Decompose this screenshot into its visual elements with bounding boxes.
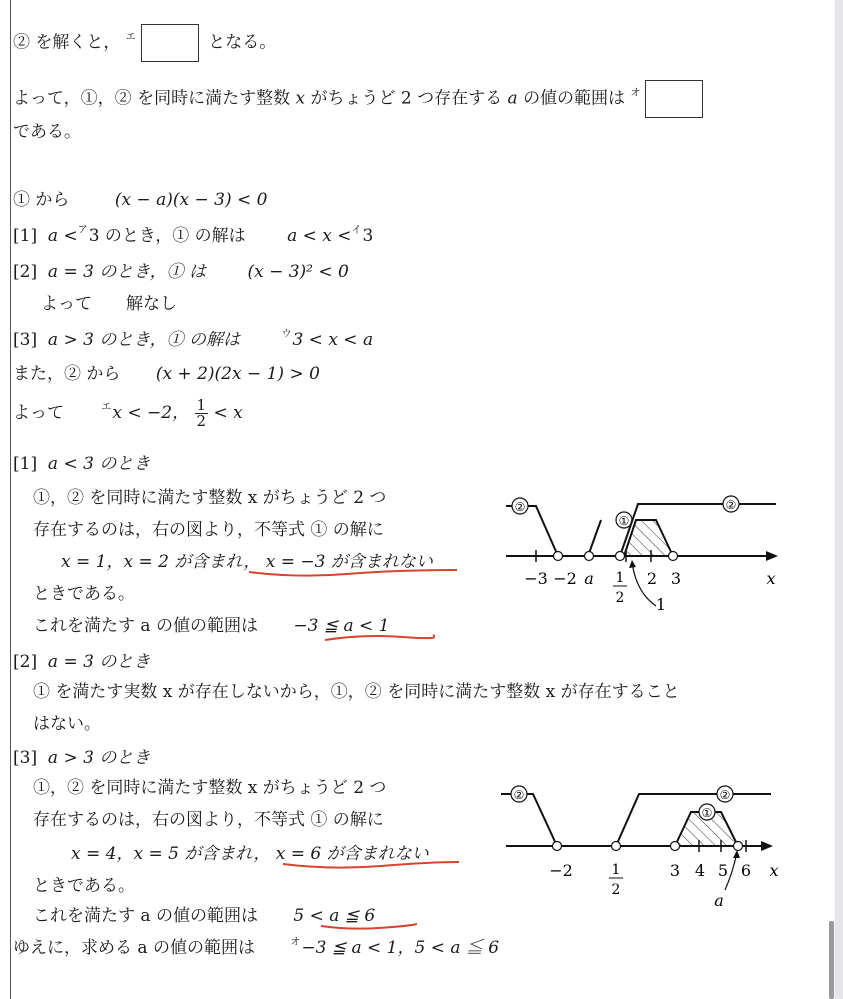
text: ゆえに，求める a の値の範囲は [13, 938, 255, 958]
expr: 3 [362, 226, 374, 246]
case-tag: [2] [13, 652, 38, 672]
var-x: x [295, 88, 306, 109]
label-e: エ [101, 402, 112, 413]
answer-label-e: エ [125, 31, 136, 43]
svg-text:−3: −3 [524, 569, 548, 588]
svg-text:6: 6 [740, 861, 752, 880]
answer-box-o[interactable] [645, 80, 703, 118]
red-underline [319, 920, 419, 932]
text: x = 4，x = 5 が含まれ， [71, 844, 271, 864]
underlined-text: x = −3 が含まれない [265, 552, 433, 572]
svg-text:②: ② [513, 788, 525, 802]
case1-text-1: ①，② を同時に満たす整数 x がちょうど 2 つ [33, 488, 387, 508]
underlined-text: 5 < a ≦ 6 [293, 906, 376, 926]
svg-text:a: a [584, 569, 594, 588]
case3-heading [13, 746, 150, 770]
svg-text:②: ② [514, 500, 526, 514]
text: の値の範囲は [523, 88, 626, 109]
expr: (x + 2)(2x − 1) > 0 [155, 364, 320, 384]
svg-text:①: ① [701, 806, 713, 820]
red-underline [247, 566, 459, 578]
case3-text-1: ①，② を同時に満たす整数 x がちょうど 2 つ [33, 778, 387, 798]
label-i: イ [351, 225, 362, 236]
number-line-diagram-1 [486, 490, 786, 620]
sol-line-6 [13, 362, 320, 386]
sol-line-4: よって 解なし [41, 294, 177, 314]
case3-text-4: ときである。 [33, 876, 135, 896]
document-page [10, 0, 831, 999]
expr: x < −2， [112, 403, 190, 423]
expr: (x − a)(x − 3) < 0 [114, 190, 268, 210]
problem-line-3: である。 [13, 122, 81, 142]
number-line-diagram-2 [491, 780, 791, 915]
text: 3 のとき，① の解は [88, 226, 246, 246]
text: がちょうど 2 つ存在する [310, 88, 503, 109]
text: よって [13, 403, 64, 423]
case2-text-2: はない。 [33, 714, 101, 734]
answer-label-o: オ [630, 87, 641, 99]
svg-text:1: 1 [615, 570, 625, 586]
svg-text:②: ② [725, 498, 737, 512]
text: ① から [13, 190, 70, 210]
text: これを満たす a の値の範囲は [33, 906, 258, 926]
final-answer: −3 ≦ a < 1，5 < a ≦ 6 [301, 938, 500, 958]
label-o: オ [290, 937, 301, 948]
label-a: ア [77, 225, 88, 236]
text: ② を解くと， [13, 32, 121, 53]
sol-line-7 [13, 398, 243, 442]
problem-line-1 [13, 24, 276, 62]
text: a < 3 のとき [47, 454, 151, 474]
sol-line-5 [13, 328, 373, 355]
text: a > 3 のとき [47, 748, 151, 768]
text: となる。 [208, 32, 277, 53]
svg-text:3: 3 [670, 569, 682, 588]
svg-text:5: 5 [717, 861, 729, 880]
expr: a < x < [287, 226, 352, 246]
expr: (x − 3)² < 0 [247, 262, 349, 282]
case2-text-1: ① を満たす実数 x が存在しないから，①，② を同時に満たす整数 x が存在すること [33, 682, 680, 702]
answer-box-e[interactable] [141, 24, 199, 62]
problem-line-2 [13, 80, 707, 118]
underlined-text: −3 ≦ a < 1 [293, 616, 390, 636]
svg-text:①: ① [618, 514, 630, 528]
case1-text-4: ときである。 [33, 584, 135, 604]
svg-text:2: 2 [611, 882, 621, 898]
sol-line-1 [13, 188, 267, 212]
case2-heading [13, 650, 150, 674]
svg-text:−2: −2 [549, 861, 573, 880]
svg-text:2: 2 [615, 590, 625, 606]
svg-text:1: 1 [611, 862, 621, 878]
case-tag: [3] [13, 330, 38, 350]
text: x = 1，x = 2 が含まれ， [61, 552, 261, 572]
label-u: ウ [281, 329, 292, 340]
red-underline [323, 632, 435, 644]
svg-text:a: a [714, 891, 724, 910]
case-tag: [1] [13, 226, 38, 246]
svg-text:4: 4 [694, 861, 706, 880]
text: a = 3 のとき，① は [47, 262, 207, 282]
numerator: 1 [196, 396, 207, 414]
sol-line-3 [13, 260, 349, 284]
svg-text:②: ② [719, 788, 731, 802]
expr: a < [47, 226, 78, 246]
scrollbar-track[interactable] [834, 0, 843, 999]
denominator: 2 [196, 412, 207, 430]
case1-text-2: 存在するのは，右の図より，不等式 ① の解に [33, 520, 384, 540]
text: これを満たす a の値の範囲は [33, 616, 258, 636]
case-tag: [1] [13, 454, 38, 474]
scrollbar-thumb[interactable] [829, 921, 834, 999]
var-a: a [507, 88, 518, 109]
text: a = 3 のとき [47, 652, 151, 672]
fraction-half [195, 398, 209, 429]
red-underline [281, 858, 461, 870]
expr: 3 < x < a [292, 330, 374, 350]
svg-text:x: x [766, 569, 776, 588]
text: a > 3 のとき，① の解は [47, 330, 241, 350]
case1-heading [13, 452, 150, 476]
sol-line-2 [13, 224, 373, 251]
conclusion-line [13, 936, 499, 963]
svg-text:3: 3 [669, 861, 681, 880]
underlined-text: x = 6 が含まれない [275, 844, 429, 864]
svg-text:2: 2 [646, 569, 658, 588]
svg-text:−2: −2 [553, 569, 577, 588]
case-tag: [2] [13, 262, 38, 282]
case3-text-2: 存在するのは，右の図より，不等式 ① の解に [33, 810, 384, 830]
svg-text:1: 1 [655, 595, 667, 614]
svg-text:x: x [769, 861, 779, 880]
text: よって，①，② を同時に満たす整数 [13, 88, 291, 109]
text: また，② から [13, 364, 121, 384]
expr: < x [213, 403, 243, 423]
case-tag: [3] [13, 748, 38, 768]
